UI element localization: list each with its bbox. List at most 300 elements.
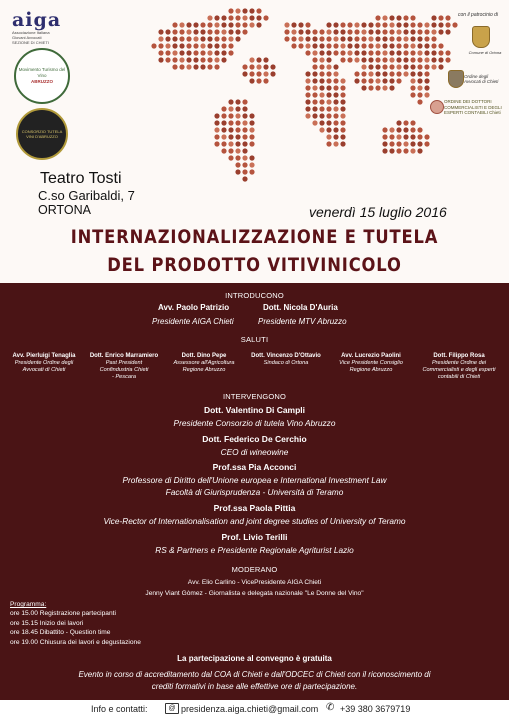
map-dot [375, 57, 380, 62]
map-dot [249, 57, 254, 62]
program-item: ore 15.00 Registrazione partecipanti [10, 610, 116, 618]
map-dot [382, 134, 387, 139]
map-dot [326, 29, 331, 34]
map-dot [305, 78, 310, 83]
map-dot [221, 43, 226, 48]
map-dot [326, 106, 331, 111]
map-dot [389, 29, 394, 34]
event-date: venerdì 15 luglio 2016 [309, 204, 447, 220]
map-dot [417, 71, 422, 76]
map-dot [221, 29, 226, 34]
map-dot [368, 57, 373, 62]
map-dot [410, 85, 415, 90]
map-dot [438, 64, 443, 69]
map-dot [305, 106, 310, 111]
map-dot [340, 113, 345, 118]
map-dot [347, 36, 352, 41]
map-dot [228, 106, 233, 111]
map-dot [312, 78, 317, 83]
venue-name: Teatro Tosti [40, 170, 122, 187]
map-dot [179, 50, 184, 55]
map-dot [228, 22, 233, 27]
map-dot [389, 50, 394, 55]
map-dot [438, 50, 443, 55]
map-dot [403, 148, 408, 153]
map-dot [207, 64, 212, 69]
map-dot [326, 36, 331, 41]
map-dot [410, 22, 415, 27]
map-dot [431, 64, 436, 69]
map-dot [312, 85, 317, 90]
map-dot [305, 29, 310, 34]
map-dot [179, 57, 184, 62]
map-dot [403, 15, 408, 20]
map-dot [340, 29, 345, 34]
map-dot [375, 43, 380, 48]
map-dot [179, 29, 184, 34]
map-dot [396, 127, 401, 132]
map-dot [249, 8, 254, 13]
map-dot [417, 22, 422, 27]
map-dot [368, 78, 373, 83]
map-dot [333, 29, 338, 34]
map-dot [235, 141, 240, 146]
map-dot [424, 36, 429, 41]
map-dot [312, 99, 317, 104]
map-dot [396, 29, 401, 34]
map-dot [235, 99, 240, 104]
program-item: ore 18.45 Dibattito - Question time [10, 629, 111, 637]
map-dot [179, 64, 184, 69]
map-dot [326, 141, 331, 146]
map-dot [368, 29, 373, 34]
map-dot [312, 64, 317, 69]
map-dot [368, 22, 373, 27]
map-dot [382, 36, 387, 41]
map-dot [200, 36, 205, 41]
map-dot [396, 22, 401, 27]
map-dot [193, 57, 198, 62]
map-dot [389, 127, 394, 132]
map-dot [263, 64, 268, 69]
map-dot [340, 36, 345, 41]
map-dot [221, 22, 226, 27]
map-dot [256, 15, 261, 20]
consorzio-tutela-logo: CONSORZIO TUTELA VINI D'ABRUZZO [16, 108, 68, 160]
map-dot [172, 64, 177, 69]
map-dot [235, 120, 240, 125]
contact-footer [0, 700, 509, 720]
map-dot [326, 99, 331, 104]
map-dot [396, 64, 401, 69]
section-saluti: SALUTI [240, 335, 269, 344]
contact-email[interactable]: presidenza.aiga.chieti@gmail.com [181, 704, 319, 714]
map-dot [361, 50, 366, 55]
map-dot [242, 120, 247, 125]
map-dot [403, 29, 408, 34]
map-dot [410, 43, 415, 48]
map-dot [228, 43, 233, 48]
map-dot [221, 57, 226, 62]
map-dot [361, 22, 366, 27]
section-introducono: INTRODUCONO [225, 291, 284, 300]
map-dot [347, 22, 352, 27]
map-dot [368, 64, 373, 69]
map-dot [396, 36, 401, 41]
patron-ordine-avvocati: Ordine degli Avvocati di Chieti [464, 74, 499, 84]
map-dot [417, 92, 422, 97]
map-dot [396, 148, 401, 153]
map-dot [242, 22, 247, 27]
map-dot [354, 57, 359, 62]
map-dot [207, 43, 212, 48]
map-dot [235, 15, 240, 20]
map-dot [410, 120, 415, 125]
map-dot [333, 134, 338, 139]
map-dot [242, 162, 247, 167]
map-dot [207, 36, 212, 41]
map-dot [228, 36, 233, 41]
map-dot [165, 50, 170, 55]
map-dot [424, 64, 429, 69]
map-dot [389, 78, 394, 83]
map-dot [228, 127, 233, 132]
map-dot [326, 127, 331, 132]
map-dot [249, 22, 254, 27]
map-dot [438, 57, 443, 62]
map-dot [347, 50, 352, 55]
map-dot [242, 99, 247, 104]
map-dot [431, 29, 436, 34]
map-dot [312, 92, 317, 97]
map-dot [326, 22, 331, 27]
map-dot [200, 64, 205, 69]
map-dot [228, 134, 233, 139]
map-dot [249, 71, 254, 76]
map-dot [389, 71, 394, 76]
ordine-avvocati-seal-icon [448, 70, 464, 88]
speaker-name: Dott. Nicola D'Auria [263, 303, 338, 312]
map-dot [172, 22, 177, 27]
map-dot [249, 15, 254, 20]
map-dot [410, 148, 415, 153]
map-dot [438, 15, 443, 20]
map-dot [165, 36, 170, 41]
map-dot [333, 99, 338, 104]
map-dot [389, 57, 394, 62]
map-dot [340, 141, 345, 146]
world-map-dots [150, 0, 460, 205]
map-dot [207, 29, 212, 34]
odcec-logo-icon [430, 100, 444, 114]
speaker-role: Presidente MTV Abruzzo [258, 317, 347, 326]
map-dot [242, 155, 247, 160]
map-dot [438, 29, 443, 34]
venue-street: C.so Garibaldi, 7 [38, 188, 135, 203]
map-dot [214, 15, 219, 20]
map-dot [242, 29, 247, 34]
map-dot [333, 141, 338, 146]
map-dot [193, 22, 198, 27]
map-dot [396, 50, 401, 55]
map-dot [291, 43, 296, 48]
map-dot [319, 29, 324, 34]
map-dot [396, 71, 401, 76]
map-dot [333, 43, 338, 48]
patron-comune: Comune di Ortona [468, 50, 502, 55]
map-dot [235, 29, 240, 34]
map-dot [382, 141, 387, 146]
map-dot [242, 141, 247, 146]
venue-block [40, 170, 135, 217]
map-dot [375, 22, 380, 27]
map-dot [333, 127, 338, 132]
map-dot [207, 15, 212, 20]
map-dot [424, 141, 429, 146]
map-dot [319, 36, 324, 41]
map-dot [410, 57, 415, 62]
map-dot [305, 22, 310, 27]
map-dot [186, 22, 191, 27]
map-dot [424, 22, 429, 27]
map-dot [361, 64, 366, 69]
speaker-role: Vice-Rector of Internationalisation and joint degree studies of University of Teramo [103, 516, 406, 526]
map-dot [291, 36, 296, 41]
map-dot [333, 85, 338, 90]
map-dot [284, 36, 289, 41]
map-dot [263, 15, 268, 20]
map-dot [340, 127, 345, 132]
speaker-name: Avv. Paolo Patrizio [158, 303, 230, 312]
map-dot [382, 148, 387, 153]
aiga-logo: aiga Associazione Italiana Giovani Avvocati SEZIONE DI CHIETI [12, 9, 62, 45]
map-dot [312, 43, 317, 48]
map-dot [235, 127, 240, 132]
map-dot [340, 99, 345, 104]
map-dot [249, 120, 254, 125]
program-label: Programma: [10, 601, 47, 608]
map-dot [389, 43, 394, 48]
speaker-name: Prof. Livio Terilli [221, 532, 288, 542]
map-dot [410, 36, 415, 41]
speaker-role: RS & Partners e Presidente Regionale Agriturist Lazio [155, 545, 354, 555]
map-dot [319, 99, 324, 104]
map-dot [214, 57, 219, 62]
map-dot [249, 169, 254, 174]
map-dot [326, 57, 331, 62]
map-dot [445, 50, 450, 55]
comune-crest-icon [472, 26, 490, 48]
map-dot [319, 113, 324, 118]
map-dot [305, 99, 310, 104]
map-dot [242, 15, 247, 20]
email-icon: @ [165, 703, 179, 714]
map-dot [186, 36, 191, 41]
map-dot [326, 120, 331, 125]
map-dot [347, 29, 352, 34]
free-notice: La partecipazione al convegno è gratuita [177, 654, 332, 663]
map-dot [319, 50, 324, 55]
map-dot [410, 141, 415, 146]
map-dot [354, 71, 359, 76]
map-dot [221, 36, 226, 41]
map-dot [417, 99, 422, 104]
map-dot [214, 120, 219, 125]
map-dot [319, 92, 324, 97]
speaker-name: Dott. Federico De Cerchio [202, 434, 307, 444]
map-dot [235, 134, 240, 139]
map-dot [270, 64, 275, 69]
map-dot [340, 134, 345, 139]
map-dot [396, 15, 401, 20]
map-dot [172, 43, 177, 48]
map-dot [242, 127, 247, 132]
speaker-name: Prof.ssa Pia Acconci [212, 462, 297, 472]
accreditation-line: crediti formativi in base alle effettive ore di partecipazione. [151, 682, 358, 691]
map-dot [228, 148, 233, 153]
map-dot [417, 29, 422, 34]
map-dot [340, 85, 345, 90]
map-dot [431, 36, 436, 41]
map-dot [186, 57, 191, 62]
map-dot [375, 29, 380, 34]
map-dot [403, 127, 408, 132]
map-dot [207, 57, 212, 62]
map-dot [438, 43, 443, 48]
map-dot [333, 120, 338, 125]
map-dot [242, 134, 247, 139]
map-dot [396, 57, 401, 62]
map-dot [403, 120, 408, 125]
moderator-line: Jenny Viant Gòmez - Giornalista e delegata nazionale "Le Donne del Vino" [145, 590, 364, 597]
map-dot [256, 64, 261, 69]
map-dot [242, 113, 247, 118]
map-dot [340, 22, 345, 27]
map-dot [417, 78, 422, 83]
map-dot [319, 43, 324, 48]
map-dot [333, 113, 338, 118]
map-dot [221, 148, 226, 153]
map-dot [298, 43, 303, 48]
map-dot [214, 113, 219, 118]
map-dot [165, 43, 170, 48]
map-dot [235, 162, 240, 167]
map-dot [249, 155, 254, 160]
map-dot [305, 113, 310, 118]
contact-phone[interactable]: +39 380 3679719 [340, 704, 411, 714]
map-dot [207, 22, 212, 27]
map-dot [312, 120, 317, 125]
map-dot [396, 134, 401, 139]
map-dot [312, 71, 317, 76]
map-dot [382, 29, 387, 34]
map-dot [228, 113, 233, 118]
map-dot [305, 71, 310, 76]
map-dot [221, 141, 226, 146]
map-dot [298, 36, 303, 41]
map-dot [305, 92, 310, 97]
map-dot [249, 127, 254, 132]
map-dot [214, 29, 219, 34]
map-dot [228, 29, 233, 34]
map-dot [214, 127, 219, 132]
map-dot [326, 92, 331, 97]
saluti-speaker: Avv. Pierluigi Tenaglia Presidente Ordine degli Avvocati di Chieti [12, 353, 76, 373]
map-dot [333, 71, 338, 76]
map-dot [417, 85, 422, 90]
saluti-speaker: Dott. Dino Pepe Assessore all'Agricoltura Regione Abruzzo [173, 353, 235, 373]
saluti-speaker: Dott. Vincenzo D'Ottavio Sindaco di Ortona [251, 353, 321, 366]
speaker-role: Presidente Consorzio di tutela Vino Abruzzo [173, 418, 336, 428]
map-dot [389, 15, 394, 20]
map-dot [235, 169, 240, 174]
venue-city: ORTONA [38, 203, 92, 217]
map-dot [417, 148, 422, 153]
patronage-label: con il patrocinio di [458, 12, 499, 18]
map-dot [242, 106, 247, 111]
map-dot [284, 22, 289, 27]
map-dot [221, 15, 226, 20]
map-dot [431, 43, 436, 48]
map-dot [221, 113, 226, 118]
map-dot [193, 50, 198, 55]
map-dot [305, 43, 310, 48]
map-dot [361, 71, 366, 76]
map-dot [424, 78, 429, 83]
map-dot [382, 43, 387, 48]
map-dot [417, 36, 422, 41]
map-dot [319, 106, 324, 111]
map-dot [305, 50, 310, 55]
map-dot [242, 148, 247, 153]
map-dot [382, 50, 387, 55]
accreditation-line: Evento in corso di accreditamento dal COA di Chieti e dall'ODCEC di Chieti con il riconoscimento di [78, 670, 431, 679]
map-dot [445, 57, 450, 62]
map-dot [221, 50, 226, 55]
map-dot [445, 22, 450, 27]
map-dot [193, 64, 198, 69]
map-dot [452, 22, 457, 27]
map-dot [396, 141, 401, 146]
map-dot [312, 50, 317, 55]
map-dot [200, 50, 205, 55]
map-dot [382, 127, 387, 132]
map-dot [403, 36, 408, 41]
program-panel [0, 283, 509, 700]
program-item: ore 19.00 Chiusura dei lavori e degustazione [10, 638, 141, 646]
map-dot [389, 64, 394, 69]
map-dot [158, 57, 163, 62]
map-dot [319, 85, 324, 90]
map-dot [235, 155, 240, 160]
map-dot [375, 15, 380, 20]
map-dot [396, 120, 401, 125]
map-dot [417, 141, 422, 146]
map-dot [368, 36, 373, 41]
map-dot [186, 43, 191, 48]
map-dot [389, 85, 394, 90]
map-dot [235, 22, 240, 27]
map-dot [214, 50, 219, 55]
map-dot [326, 71, 331, 76]
map-dot [445, 15, 450, 20]
map-dot [382, 57, 387, 62]
map-dot [382, 64, 387, 69]
map-dot [179, 43, 184, 48]
map-dot [326, 78, 331, 83]
map-dot [354, 78, 359, 83]
map-dot [361, 36, 366, 41]
